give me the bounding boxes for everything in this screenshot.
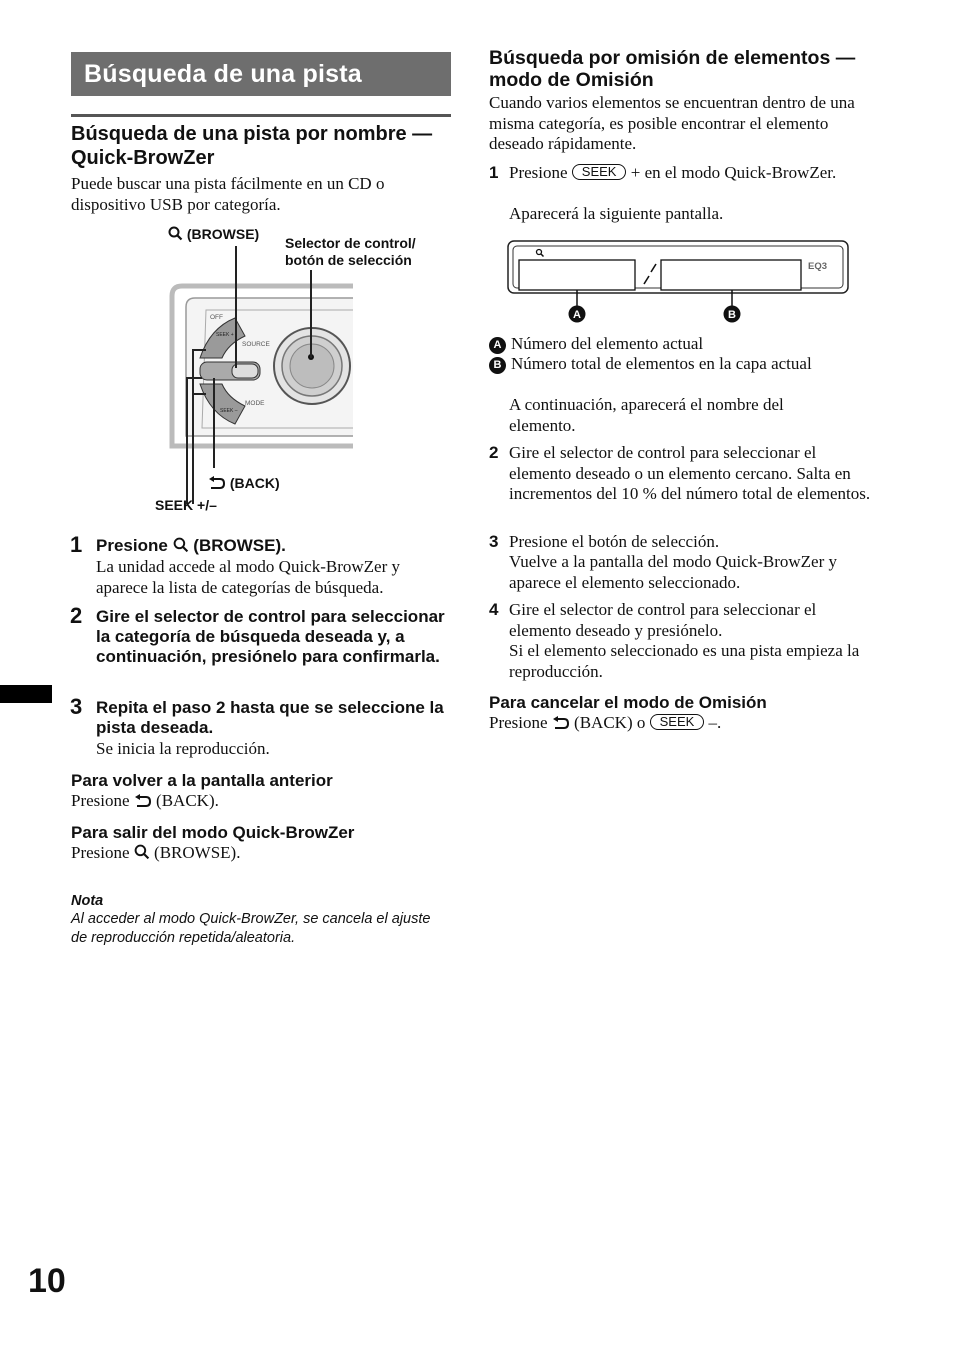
panel-seek-minus-text: SEEK –	[220, 408, 238, 414]
exit-pre: Presione	[71, 843, 130, 862]
panel-source-text: SOURCE	[242, 341, 270, 348]
search-icon	[134, 844, 150, 860]
return-pre: Presione	[71, 791, 130, 810]
skip-step-4-number: 4	[489, 600, 499, 619]
intro-paragraph: Puede buscar una pista fácilmente en un CD o dispositivo USB por categoría.	[71, 174, 385, 214]
step-3-number: 3	[70, 694, 83, 719]
page-banner: Búsqueda de una pista	[71, 52, 451, 96]
step-2-number: 2	[70, 603, 83, 628]
skip-step-1-post: + en el modo Quick-BrowZer.	[630, 163, 837, 182]
return-heading: Para volver a la pantalla anterior	[71, 771, 333, 790]
legend-item-a	[489, 334, 889, 355]
marker-b: B	[728, 309, 736, 321]
panel-mode-text: MODE	[245, 400, 265, 407]
section-rule	[71, 114, 451, 117]
cancel-pre: Presione	[489, 713, 548, 732]
step-3-body: Se inicia la reproducción.	[96, 739, 270, 758]
step-1-body: La unidad accede al modo Quick-BrowZer y aparece la lista de categorías de búsqueda.	[96, 557, 400, 597]
cancel-mid: (BACK) o	[574, 713, 646, 732]
exit-post: (BROWSE).	[154, 843, 241, 862]
skip-step-2-number: 2	[489, 443, 499, 462]
legend-badge-b: B	[489, 357, 506, 374]
exit-heading: Para salir del modo Quick-BrowZer	[71, 823, 355, 842]
back-icon	[134, 794, 152, 808]
legend-badge-a: A	[489, 337, 506, 354]
section-title-quick-browzer: Búsqueda de una pista por nombre — Quick-BrowZer	[71, 123, 433, 169]
eq-indicator: EQ3	[808, 261, 828, 272]
cancel-heading: Para cancelar el modo de Omisión	[489, 693, 767, 712]
step-2-title: Gire el selector de control para seleccionar la categoría de búsqueda deseada y, a continuación, presiónelo para confirmarla.	[96, 607, 445, 666]
skip-step-3-number: 3	[489, 532, 499, 551]
marker-a: A	[573, 309, 581, 321]
browse-callout	[168, 226, 259, 243]
skip-step-1-pre: Presione	[509, 163, 568, 182]
skip-step-3-text2: Vuelve a la pantalla del modo Quick-BrowZer y aparece el elemento seleccionado.	[509, 552, 838, 592]
step-1-title-post: (BROWSE).	[193, 536, 286, 555]
display-screen	[505, 238, 855, 328]
note-heading: Nota	[71, 893, 104, 909]
step-1-title-pre: Presione	[96, 536, 168, 555]
search-icon	[168, 226, 183, 241]
panel-off-text: OFF	[210, 314, 223, 321]
skip-step-4-text2: Si el elemento seleccionado es una pista empieza la reproducción.	[509, 641, 860, 681]
skip-step-1-sub: Aparecerá la siguiente pantalla.	[509, 204, 724, 223]
exit-text	[71, 843, 240, 864]
back-callout-label: (BACK)	[229, 475, 280, 491]
legend-text-a: Número del elemento actual	[511, 334, 704, 353]
legend-item-b	[489, 354, 889, 375]
skip-step-4-text: Gire el selector de control para seleccionar el elemento deseado y presiónelo.	[509, 600, 817, 640]
after-legend-text: A continuación, aparecerá el nombre del elemento.	[509, 395, 784, 435]
step-1-title	[96, 536, 456, 556]
return-post: (BACK).	[156, 791, 219, 810]
back-callout	[208, 475, 280, 492]
skip-step-3-text: Presione el botón de selección.	[509, 532, 720, 551]
skip-step-1-number: 1	[489, 163, 499, 182]
seek-button-label: SEEK	[650, 714, 705, 730]
back-icon	[552, 716, 570, 730]
selector-callout-label: Selector de control/ botón de selección	[285, 235, 416, 268]
section-title-skip-mode: Búsqueda por omisión de elementos — modo de Omisión	[489, 47, 856, 91]
browse-callout-label: (BROWSE)	[186, 226, 260, 242]
cancel-text	[489, 713, 869, 734]
display-illustration	[505, 238, 855, 328]
panel-seek-plus-text: SEEK +	[216, 332, 234, 338]
step-1-number: 1	[70, 532, 83, 557]
search-icon	[173, 537, 189, 553]
page-number: 10	[28, 1262, 66, 1300]
section-tab-marker	[0, 685, 52, 703]
legend-text-b: Número total de elementos en la capa actual	[511, 354, 812, 373]
skip-step-2-text: Gire el selector de control para seleccionar el elemento deseado o un elemento cercano. Salta en incrementos del 10 % del número total de elementos.	[509, 443, 871, 503]
skip-step-1-text	[509, 163, 849, 184]
return-text	[71, 791, 219, 812]
note-text: Al acceder al modo Quick-BrowZer, se cancela el ajuste de reproducción repetida/aleatoria.	[71, 911, 431, 946]
step-3-title: Repita el paso 2 hasta que se seleccione la pista deseada.	[96, 698, 444, 737]
seek-button-label: SEEK	[572, 164, 627, 180]
back-icon	[208, 476, 226, 490]
seek-callout-label: SEEK +/–	[155, 497, 217, 513]
skip-intro: Cuando varios elementos se encuentran dentro de una misma categoría, es posible encontrar el elemento deseado rápidamente.	[489, 93, 855, 153]
cancel-post: –.	[708, 713, 722, 732]
